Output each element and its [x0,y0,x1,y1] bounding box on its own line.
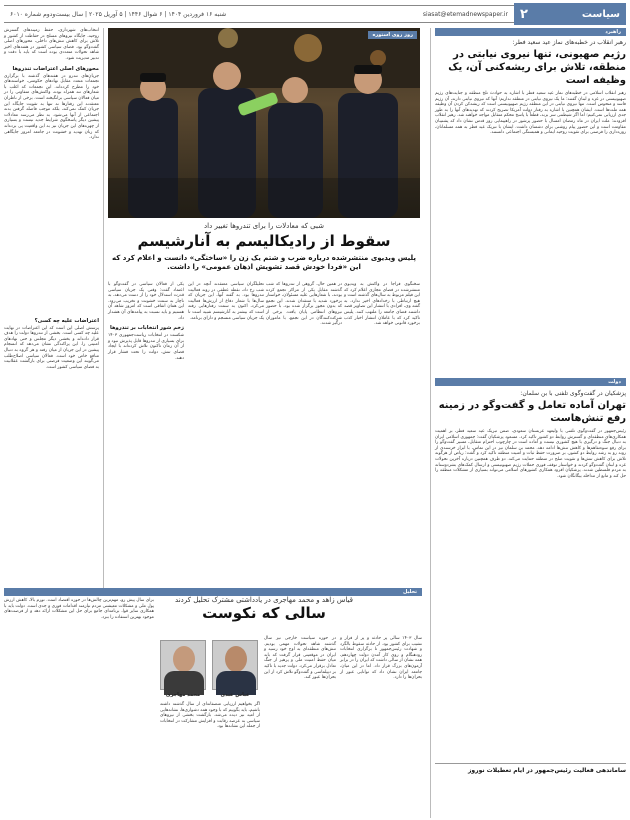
page-number: ۲ [520,6,528,22]
divider [435,763,626,764]
main-col-4-text: یکی از فعالان سیاسی در گفت‌وگو با اعتماد گفت: وقتی یک جریان سیاسی قدرت استدلال خود را از دست می‌دهد، به ناچار به سمت خشونت و تخریب می‌رود. این همان اتفاقی است که امروز شاهد آن هستیم و باید نسبت به پیامدهای آن هشدار داد. [106,282,185,321]
issue-line: شنبه ۱۶ فروردین ۱۴۰۴ | ۶ شوال ۱۴۴۶ | ۵ آوریل ۲۰۲۵ | سال بیست‌ودوم شماره ۶۰۱۰ [10,10,227,18]
section-tag-bar-2 [435,378,626,386]
news-photo [108,28,420,218]
main-col-3: تحلیلگران سیاسی معتقدند آنچه در این شب رخ داد، نقطه عطفی در روند فعالیت تندروها بود. به گفته آنها، این جریان که سال‌ها با شعار دفاع از ارزش‌ها فعالیت می‌کرد، اکنون به سمت رفتارهایی رفته است که بیشتر به آنارشیسم شبیه است تا یک جریان سیاسی منسجم و دارای برنامه. [186,282,265,321]
story-body: رهبر انقلاب اسلامی در خطبه‌های نماز عید سعید فطر با اشاره به حوادث تلخ منطقه و جنایت‌های رژیم صهیونیستی در غزه و لبنان گفتند: ما یک نیروی نیابتی در منطقه نداریم؛ آنها که نیروی نیابتی دارند، آن رژیم فاسد و منحوس است. تنها نیروی نیابتی در این منطقه رژیم صهیونیستی است که ریشه‌کن کردن آن وظیفه همه ملت‌ها است. ایشان همچنین با اشاره به رفتار دولت آمریکا تصریح کردند که تهدیدهای آنها را به طور جدی ارزیابی نمی‌کنیم؛ اما اگر شیطنتی سر بزند، قطعاً با پاسخ محکم متقابل مواجه خواهند شد. رهبر انقلاب افزودند: ملت ایران در ماه رمضان امسال با حضور پرشور در راهپیمایی روز قدس نشان داد که پشتیبان مقاومت است و این حضور پیام روشنی برای دشمنان داشت. ایشان با تبریک عید فطر به همه مسلمانان، روزه‌داری را فرصتی برای تقویت روحیه ایمانی و همبستگی اجتماعی دانستند. [433,91,626,136]
right-column [430,28,626,818]
bottom-col-4: برای سال پیش رو، مهم‌ترین چالش‌ها در حوزه اقتصاد است. تورم بالا، کاهش ارزش پول ملی و مشکلات معیشتی مردم نیازمند اقدامات فوری و جدی است. دولت باید با همکاری سایر قوا، برنامه‌ای جامع برای حل این مشکلات ارائه دهد و از فرصت‌های موجود بهترین استفاده را ببرد. [2,598,154,620]
photo-caption: شبی که معادلات را برای تندروها تغییر داد [204,222,324,230]
main-headline: سقوط از رادیکالیسم به آنارشیسم [137,232,391,250]
bottom-headline: سالی که نکوست [202,604,326,622]
story2-kicker: پزشکیان در گفت‌وگوی تلفنی با بن سلمان: [520,390,626,397]
story2-headline: تهران آماده تعامل و گفت‌وگو در زمینه رفع تنش‌هاست [438,400,626,424]
section-tag: راهبرد [605,29,621,35]
bottom-tag-bar [4,588,422,596]
story3-headline: ساماندهی فعالیت رئیس‌جمهور در ایام تعطیلات نوروز [467,767,626,774]
bottom-tag: تحلیل [402,589,417,595]
left-subhead-2: اعتراضات علیه چه کسی؟ [34,317,99,324]
bottom-col-1: سال ۱۴۰۳ سالی پر حادثه و پر از فراز و نشیب برای کشور بود. از حادثه سقوط بالگرد و شهادت رئیس‌جمهور تا برگزاری انتخابات زودهنگام و روی کار آمدن دولت چهاردهم، همه نشان از سالی داشت که ایران را در برابر آزمون‌های بزرگ قرار داد. اما در این میان، جامعه ایران نشان داد که توانایی عبور از بحران‌ها را دارد. [338,636,422,681]
header-info [4,5,514,23]
story2-body: رئیس‌جمهور در گفت‌وگوی تلفنی با ولیعهد عربستان سعودی، ضمن تبریک عید سعید فطر، بر اهمیت همکاری‌های منطقه‌ای و گسترش روابط دو کشور تاکید کرد. مسعود پزشکیان گفت: جمهوری اسلامی ایران به دنبال جنگ و درگیری با هیچ کشوری نیست و آماده است در چارچوب احترام متقابل، مسیر گفت‌وگو را برای رفع سوءتفاهم‌ها و کاهش تنش‌ها ادامه دهد. محمد بن سلمان نیز در این تماس، با ابراز خرسندی از روند رو به رشد روابط دو کشور، بر ضرورت حفظ ثبات و امنیت منطقه تاکید کرد و گفت: ریاض از هرگونه تلاش برای کاهش تنش‌ها و تقویت صلح در منطقه حمایت می‌کند. دو طرف همچنین درباره آخرین تحولات غزه و لبنان گفت‌وگو کردند و خواستار توقف فوری حملات رژیم صهیونیستی و ارسال کمک‌های بشردوستانه به مردم فلسطین شدند. پزشکیان افزود همکاری کشورهای اسلامی می‌تواند بسیاری از مشکلات منطقه را حل کند و مانع از مداخله بیگانگان شود. [433,429,627,479]
main-col-4b-text: شکست در انتخابات ریاست‌جمهوری ۱۴۰۳ برای بسیاری از تندروها قابل پذیرش نبود و از آن زمان تاکنون تلاش کرده‌اند با ایجاد فضای تنش، دولت را تحت فشار قرار دهند. [106,333,184,361]
portrait-1 [212,640,258,690]
left-intro: انتخاب‌های شهرداری، حفظ زمینه‌های گسترش روحیه، جایگاه نیروهای مسلح در حفاظت از کشور و تلاش برای کاهش تنش‌های داخلی، محورهای اصلی گفت‌وگو بود. فضای سیاسی کشور در هفته‌های اخیر شاهد تحولات متعددی بوده است که باید با دقت و تدبیر مدیریت شود. [2,28,100,61]
story-kicker: رهبر انقلاب در خطبه‌های نماز عید سعید فطر: [512,39,626,46]
section-title: سیاست [581,8,620,20]
portrait-2-caption: محمد مهاجری [165,692,201,698]
left-subhead-1: محورهای اصلی اعتراضات تندروها [12,65,99,72]
main-subhead-2: زخم شور انتخابات بر تندروها [110,325,184,332]
bottom-col-3: اگر بخواهیم ارزیابی منصفانه‌ای از سال گذشته داشته باشیم، باید بگوییم که با وجود همه دشواری‌ها، نشانه‌هایی از امید نیز دیده می‌شد. بازگشت بخشی از نیروهای سیاسی به عرصه رقابت و افزایش مشارکت در انتخابات از جمله این نشانه‌ها بود. [158,702,260,730]
bottom-col-2: در حوزه سیاست خارجی نیز سال گذشته شاهد تحولات مهمی بودیم. تنش‌های منطقه‌ای به اوج خود رسید و ایران در موقعیتی قرار گرفت که باید میان حفظ امنیت ملی و پرهیز از جنگ تعادل برقرار می‌کرد. دولت جدید با تاکید بر دیپلماسی و گفت‌وگو تلاش کرد از این بحران‌ها عبور کند. [262,636,337,681]
main-subhead: پلیس ویدیوی منتشرشده درباره ضرب و شتم یک زن را «ساختگی» دانست و اعلام کرد که این «فردا خودش قصد تشویش اذهان عمومی» را داشت. [112,253,416,271]
section-tag-bar [435,28,626,36]
main-col-4 [108,282,184,582]
main-col-2: در همین حال، گروهی از تندروها که شب گذشته مقابل یکی از مراکز تجمع کرده بودند، با شعارهایی علیه مسئولان، خواستار برخورد شدید با منتقدان شدند. این تجمع که بدون مجوز برگزار شده بود، با حضور نیروهای انتظامی پایان یافت. برخی از شرکت‌کنندگان در این تجمع، با ماموران درگیر شدند. [264,282,342,327]
section-tag-2: دولت [608,379,621,385]
bottom-section-bar [4,588,422,596]
portrait-2 [160,640,206,690]
left-body-2: پرسش اصلی این است که این اعتراضات در نهایت علیه چه کسی است. بخشی از تندروها دولت را هدف قرار داده‌اند و بخشی دیگر مجلس و حتی نهادهای امنیتی را. این پراکندگی نشان می‌دهد که انسجام پیشین در این جریان از میان رفته و هر گروه به دنبال منافع خاص خود است. فعالان سیاسی اصلاح‌طلب می‌گویند این وضعیت فرصتی برای بازگشت عقلانیت به فضای سیاسی کشور است. [2,325,99,370]
left-column [4,28,104,588]
crowd-photo [108,28,420,218]
portrait-2-head [173,646,195,672]
main-col-1: سخنگوی فراجا در واکنش به ویدیوی منتشرشده در فضای مجازی اعلام کرد که این فیلم مربوط به سال‌های گذشته است و هیچ ارتباطی با رخدادهای اخیر ندارد. به گفته وی، افرادی با انتشار این تصاویر قصد داشتند فضای جامعه را ملتهب کنند. پلیس تاکید کرد که با عاملان انتشار اخبار کذب برخورد قانونی خواهد شد. [342,282,420,327]
photo-tag: روز روی استوره [368,31,417,39]
portrait-1-head [225,646,247,672]
portrait-1-caption: عباس عبدی [220,692,250,698]
page-header [4,3,626,25]
left-body-1: جریان‌های تندرو در هفته‌های گذشته با برگزاری تجمعات متعدد مقابل نهادهای حکومتی، خواسته‌های خود را مطرح کرده‌اند. این تجمعات که اغلب با شعارهای تند همراه بوده، واکنش‌های متفاوتی را در میان فعالان سیاسی برانگیخته است. برخی از ناظران معتقدند این رفتارها نه تنها به تقویت جایگاه این جریان کمک نمی‌کند، بلکه موجب فاصله گرفتن بدنه اجتماعی از آنها می‌شود. به نظر می‌رسد معادلات پیشین دیگر پاسخگوی شرایط جدید نیست و بسیاری از چهره‌های این جریان نیز به این واقعیت پی برده‌اند که زبان تهدید و خشونت در جامعه امروز جایگاهی ندارد. [2,73,100,141]
bottom-story-head [108,596,420,632]
site-email: siasat@etemadnewspaper.ir [422,10,508,18]
story-headline: رژیم صهیونی، تنها نیروی نیابتی در منطقه، تلاش برای ریشه‌کنی آن، یک وظیفه است [448,49,626,86]
bottom-kicker: قیاس زاهد و محمد مهاجری در یادداشتی مشترک تحلیل کردند [175,596,353,604]
section-banner [514,3,626,25]
main-story-head [108,222,420,280]
